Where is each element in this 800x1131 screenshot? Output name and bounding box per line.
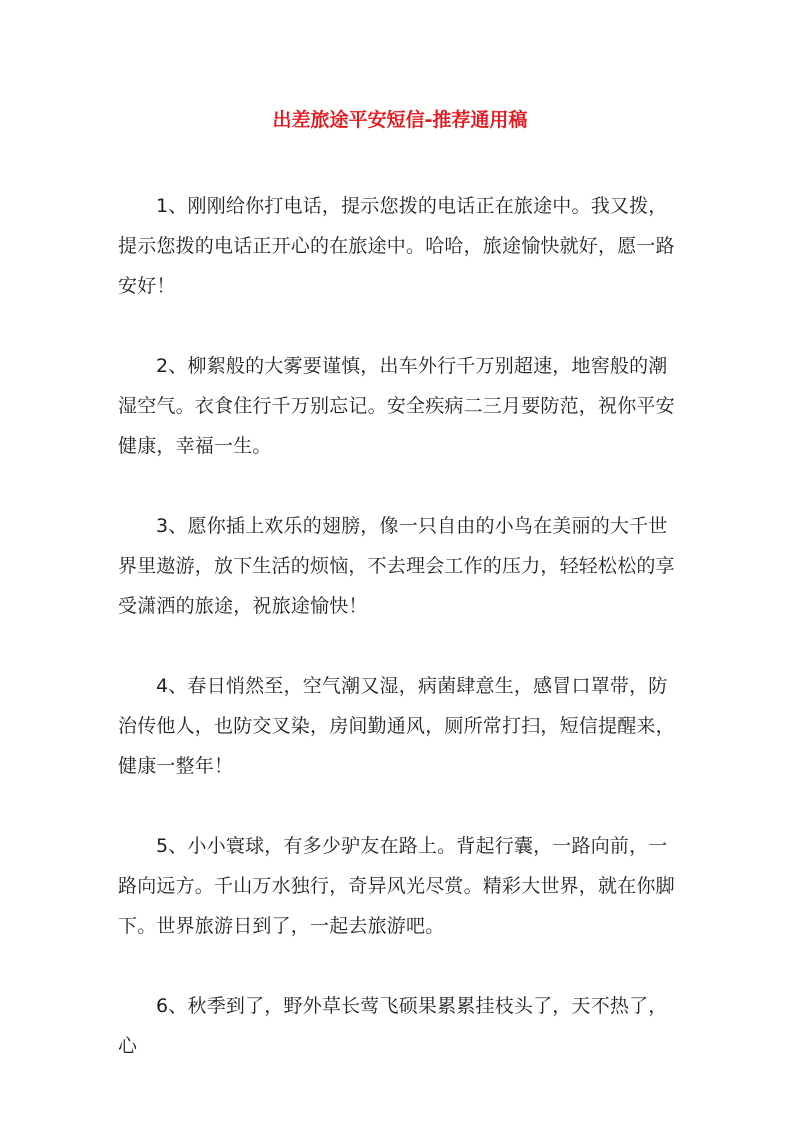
paragraph-3: 3、愿你插上欢乐的翅膀，像一只自由的小鸟在美丽的大千世界里遨游，放下生活的烦恼，不去理会工作的压力，轻轻松松的享受潇洒的旅途，祝旅途愉快！ [118, 515, 675, 617]
document-title: 出差旅途平安短信-推荐通用稿 [272, 109, 528, 131]
document-body [118, 186, 682, 1106]
paragraph-1: 1、刚刚给你打电话，提示您拨的电话正在旅途中。我又拨，提示您拨的电话正开心的在旅途中。哈哈，旅途愉快就好，愿一路安好！ [118, 195, 675, 297]
paragraph-4: 4、春日悄然至，空气潮又湿，病菌肆意生，感冒口罩带，防治传他人，也防交叉染，房间勤通风，厕所常打扫，短信提醒来，健康一整年！ [118, 675, 675, 777]
paragraph-2: 2、柳絮般的大雾要谨慎，出车外行千万别超速，地窖般的潮湿空气。衣食住行千万别忘记。安全疾病二三月要防范，祝你平安健康，幸福一生。 [118, 355, 675, 457]
paragraph-6: 6、秋季到了，野外草长莺飞硕果累累挂枝头了，天不热了，心 [118, 995, 668, 1057]
paragraph-5: 5、小小寰球，有多少驴友在路上。背起行囊，一路向前，一路向远方。千山万水独行，奇异风光尽赏。精彩大世界，就在你脚下。世界旅游日到了，一起去旅游吧。 [118, 835, 675, 937]
